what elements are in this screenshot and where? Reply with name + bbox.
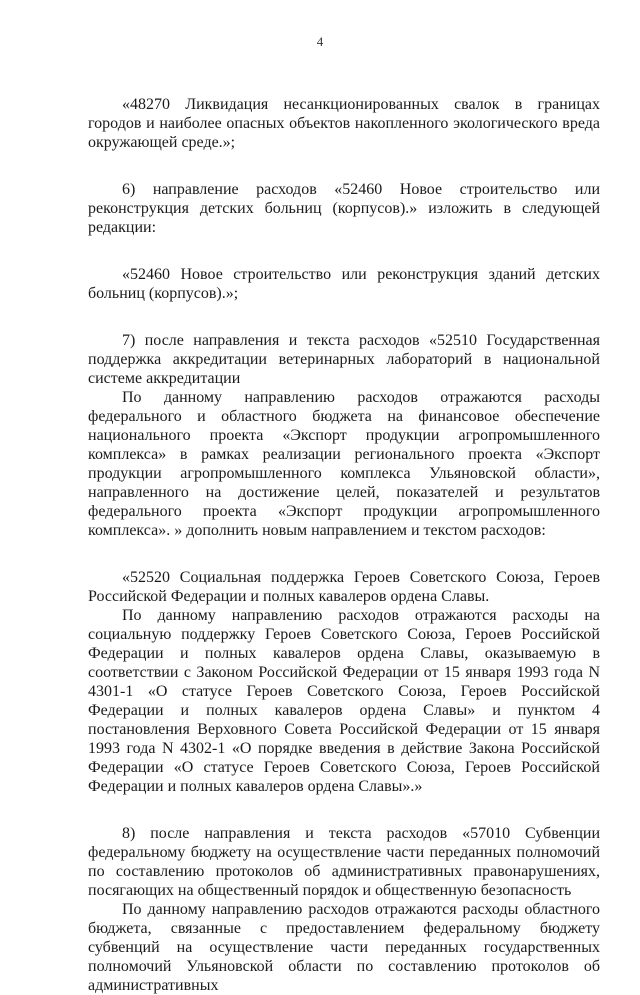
paragraph-52460-quote: «52460 Новое строительство или реконструкция зданий детских больниц (корпусов).»; — [88, 266, 600, 302]
paragraph-57010-description: По данному направлению расходов отражаются расходы областного бюджета, связанные с предоставлением федеральному бюджету субвенций на осуществление части переданных государственных полномочий Ульяновской области по составлению протоколов об административных — [88, 901, 600, 994]
paragraph-52520-description: По данному направлению расходов отражаются расходы на социальную поддержку Героев Советского Союза, Героев Российской Федерации и полных кавалеров ордена Славы, оказываемую в соответствии с Законом Российской Федерации от 15 января 1993 года N 4301-1 «О статусе Героев Советского Союза, Героев Российской Федерации и полных кавалеров ордена Славы» и пунктом 4 постановления Верховного Совета Российской Федерации от 15 января 1993 года N 4302-1 «О порядке введения в действие Закона Российской Федерации «О статусе Героев Советского Союза, Героев Российской Федерации и полных кавалеров ордена Славы».» — [88, 607, 600, 795]
paragraph-52510-description: По данному направлению расходов отражаются расходы федерального и областного бюджета на финансовое обеспечение национального проекта «Экспорт продукции агропромышленного комплекса» в рамках реализации регионального проекта «Экспорт продукции агропромышленного комплекса Ульяновской области», направленного на достижение целей, показателей и результатов федерального проекта «Экспорт продукции агропромышленного комплекса». » дополнить новым направлением и текстом расходов: — [88, 389, 600, 539]
paragraph-item-8: 8) после направления и текста расходов «57010 Субвенции федеральному бюджету на осуществление части переданных полномочий по составлению протоколов об административных правонарушениях, посягающих на общественный порядок и общественную безопасность — [88, 825, 600, 899]
paragraph-52520-quote: «52520 Социальная поддержка Героев Советского Союза, Героев Российской Федерации и полных кавалеров ордена Славы. — [88, 569, 600, 605]
paragraph-item-6: 6) направление расходов «52460 Новое строительство или реконструкция детских больниц (корпусов).» изложить в следующей редакции: — [88, 181, 600, 236]
document-body — [88, 95, 600, 995]
page-number: 4 — [316, 34, 324, 49]
paragraph-48270-quote: «48270 Ликвидация несанкционированных свалок в границах городов и наиболее опасных объектов накопленного экологического вреда окружающей среде.»; — [88, 96, 600, 151]
paragraph-item-7: 7) после направления и текста расходов «52510 Государственная поддержка аккредитации ветеринарных лабораторий в национальной системе аккредитации — [88, 332, 600, 387]
